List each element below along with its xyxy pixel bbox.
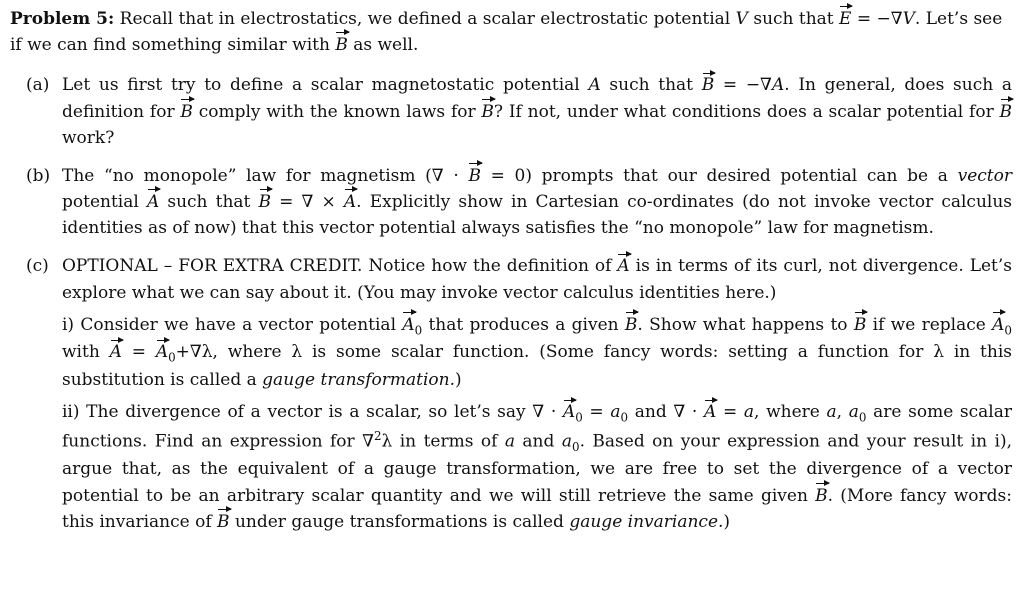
- math-symbol: a: [561, 431, 572, 452]
- part-c: [10, 253, 1012, 535]
- problem-text: . Let’s see if we can find something similar with: [10, 9, 1003, 56]
- part-text: comply with the known laws for: [192, 101, 482, 122]
- vector-symbol: A: [617, 256, 630, 277]
- vector-symbol: A: [562, 402, 576, 423]
- part-text: ): [723, 511, 731, 532]
- vector-symbol: A: [343, 192, 357, 213]
- part-text: with: [62, 342, 110, 363]
- math-symbol: a: [848, 402, 859, 423]
- part-text: ): [455, 370, 462, 391]
- math-symbol: V: [735, 9, 748, 29]
- part-text: =: [582, 402, 611, 423]
- subscript: 0: [620, 410, 629, 425]
- math-symbol: a: [504, 431, 515, 452]
- part-text: =: [121, 342, 156, 363]
- emphasis-text: gauge transformation.: [262, 370, 456, 391]
- part-b-text: [62, 163, 1012, 242]
- vector-symbol: A: [109, 342, 122, 363]
- part-c-text: [62, 253, 1012, 535]
- part-text: . (More fancy words: this invariance of: [62, 485, 1012, 532]
- problem-text: such that: [747, 9, 840, 29]
- part-text: = 0) prompts that our desired potential can be a: [480, 165, 958, 186]
- problem-label: Problem 5:: [10, 9, 115, 29]
- vector-symbol: B: [853, 314, 867, 335]
- part-b: [10, 163, 1012, 242]
- part-text: λ in terms of: [381, 431, 505, 452]
- part-text: work?: [62, 127, 115, 148]
- vector-symbol: B: [335, 35, 348, 56]
- subscript: 0: [571, 440, 580, 455]
- part-text: are some scalar functions. Find an expression for ∇: [62, 402, 1012, 452]
- part-text: such that: [600, 75, 702, 96]
- part-text: and ∇ ·: [628, 402, 704, 423]
- part-label: (a): [26, 75, 50, 96]
- subscript: 0: [168, 350, 176, 365]
- emphasis-text: vector: [957, 165, 1012, 186]
- part-text: OPTIONAL – FOR EXTRA CREDIT. Notice how the definition of: [62, 256, 618, 277]
- part-text: i) Consider we have a vector potential: [62, 314, 403, 335]
- subscript: 0: [575, 410, 583, 425]
- vector-symbol: B: [701, 75, 715, 96]
- vector-symbol: A: [704, 402, 717, 423]
- subpart-ii: [62, 399, 1012, 535]
- vector-symbol: E: [839, 9, 852, 29]
- part-text: potential: [62, 192, 147, 213]
- vector-symbol: A: [992, 314, 1005, 335]
- part-text: . Explicitly show in Cartesian co-ordinates (do not invoke vector calculus identities as of now) that this vector potential always satisfies the “no monopole” law for magnetism.: [62, 192, 1012, 239]
- vector-symbol: A: [402, 314, 415, 335]
- part-text: =: [716, 402, 744, 423]
- part-text: . Show what happens to: [637, 314, 854, 335]
- part-text: and: [514, 431, 562, 452]
- part-text: Let us first try to define a scalar magnetostatic potential: [62, 75, 589, 96]
- math-symbol: V: [902, 9, 915, 29]
- subscript: 0: [858, 410, 867, 425]
- subpart-i: [62, 312, 1012, 394]
- part-a-text: [62, 72, 1012, 151]
- part-a: [10, 72, 1012, 151]
- subscript: 0: [414, 323, 423, 338]
- problem-text: = −∇: [851, 9, 903, 29]
- emphasis-text: gauge invariance.: [569, 511, 724, 532]
- math-symbol: a: [826, 402, 837, 423]
- subscript: 0: [1004, 323, 1012, 338]
- part-text: . Based on your expression and your result in i), argue that, as the equivalent of a gauge transformation, we are free to set the divergence of a vector potential to be an arbitrary scalar quantity and we will still retrieve the same given: [62, 431, 1012, 506]
- part-label: (c): [26, 256, 49, 277]
- vector-symbol: B: [258, 192, 271, 213]
- math-symbol: A: [771, 75, 785, 96]
- part-text: under gauge transformations is called: [229, 511, 570, 532]
- part-text: that produces a given: [422, 314, 625, 335]
- part-text: = −∇: [714, 75, 772, 96]
- problem-text: as well.: [347, 35, 419, 56]
- part-c-intro: [62, 253, 1012, 305]
- part-text: ,: [836, 402, 849, 423]
- vector-symbol: A: [155, 342, 169, 363]
- part-text: . In general, does such a definition for: [62, 75, 1012, 122]
- math-symbol: A: [588, 75, 601, 96]
- math-symbol: a: [743, 402, 755, 423]
- part-text: if we replace: [866, 314, 993, 335]
- problem-statement: [10, 6, 1012, 58]
- part-text: such that: [159, 192, 259, 213]
- part-text: The “no monopole” law for magnetism (∇ ·: [62, 165, 469, 186]
- part-text: +∇λ, where λ is some scalar function. (Some fancy words: setting a function for λ in this substitution is called a: [62, 342, 1012, 391]
- vector-symbol: A: [146, 192, 160, 213]
- vector-symbol: B: [815, 485, 828, 506]
- part-text: ? If not, under what conditions does a scalar potential for: [493, 101, 1000, 122]
- vector-symbol: B: [468, 165, 481, 186]
- part-text: is in terms of its curl, not divergence. Let’s explore what we can say about it. (You may invoke vector calculus identities here.): [62, 256, 1013, 303]
- math-symbol: a: [610, 402, 621, 423]
- vector-symbol: B: [999, 101, 1012, 122]
- part-text: , where: [754, 402, 827, 423]
- part-label: (b): [26, 165, 51, 186]
- superscript: 2: [373, 429, 382, 444]
- part-text: ii) The divergence of a vector is a scalar, so let’s say ∇ ·: [62, 402, 563, 423]
- vector-symbol: B: [217, 511, 230, 532]
- part-text: = ∇ ×: [271, 192, 344, 213]
- problem-text: Recall that in electrostatics, we defined a scalar electrostatic potential: [114, 9, 736, 29]
- vector-symbol: B: [481, 101, 494, 122]
- vector-symbol: B: [624, 314, 638, 335]
- vector-symbol: B: [180, 101, 193, 122]
